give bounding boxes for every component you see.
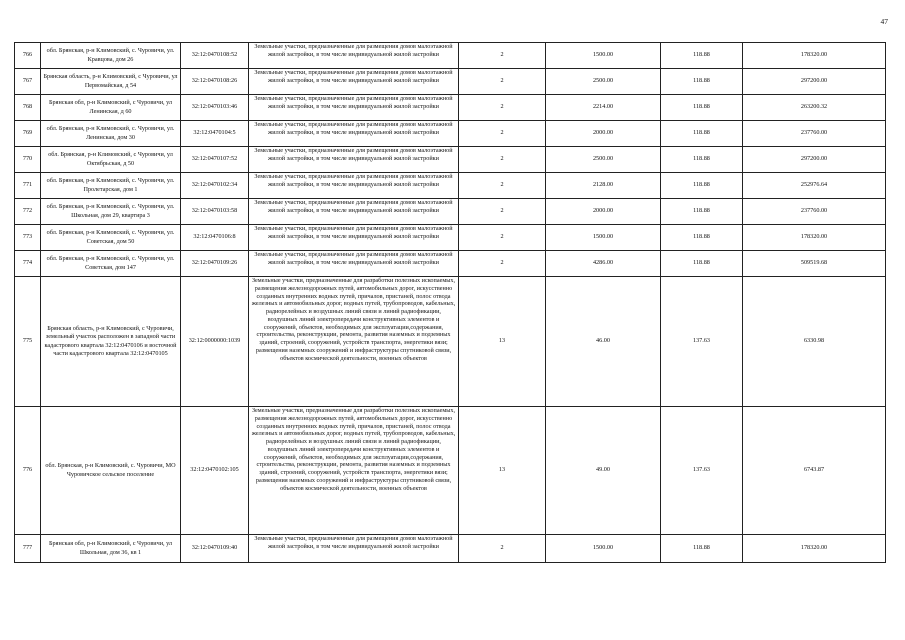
cadastral-value-table xyxy=(14,42,886,563)
table-row xyxy=(15,407,886,535)
land-use-cell: Земельные участки, предназначенные для размещения домов малоэтажной жилой застройки, в том числе индивидуальной жилой застройки xyxy=(249,199,459,225)
table-row xyxy=(15,69,886,95)
row-number: 770 xyxy=(15,147,41,173)
group-cell: 2 xyxy=(459,173,546,199)
cadastral-value-cell: 178320.00 xyxy=(743,225,886,251)
cadastral-value-cell: 237760.00 xyxy=(743,121,886,147)
cadastral-value-cell: 297200.00 xyxy=(743,69,886,95)
group-cell: 2 xyxy=(459,251,546,277)
group-cell: 2 xyxy=(459,147,546,173)
row-number: 776 xyxy=(15,407,41,535)
cadastral-number-cell: 32:12:0470109:40 xyxy=(181,535,249,563)
area-cell: 2214.00 xyxy=(546,95,661,121)
group-cell: 2 xyxy=(459,199,546,225)
area-cell: 46.00 xyxy=(546,277,661,407)
cadastral-value-cell: 509519.68 xyxy=(743,251,886,277)
land-use-cell: Земельные участки, предназначенные для размещения домов малоэтажной жилой застройки, в том числе индивидуальной жилой застройки xyxy=(249,121,459,147)
address-cell: Брянская обл, р-н Климовский, с Чуровичи, ул Школьная, дом 36, кв 1 xyxy=(41,535,181,563)
land-use-cell: Земельные участки, предназначенные для размещения домов малоэтажной жилой застройки, в том числе индивидуальной жилой застройки xyxy=(249,173,459,199)
cadastral-value-cell: 6743.87 xyxy=(743,407,886,535)
row-number: 777 xyxy=(15,535,41,563)
area-cell: 1500.00 xyxy=(546,43,661,69)
table-row xyxy=(15,147,886,173)
land-use-cell: Земельные участки, предназначенные для размещения домов малоэтажной жилой застройки, в том числе индивидуальной жилой застройки xyxy=(249,147,459,173)
row-number: 772 xyxy=(15,199,41,225)
cadastral-number-cell: 32:12:0470109:26 xyxy=(181,251,249,277)
address-cell: Брянская область, р-н Климовский, с Чуровичи, ул Первомайская, д 54 xyxy=(41,69,181,95)
table-row xyxy=(15,535,886,563)
cadastral-number-cell: 32:12:0470102:34 xyxy=(181,173,249,199)
area-cell: 2000.00 xyxy=(546,199,661,225)
group-cell: 2 xyxy=(459,43,546,69)
land-use-cell: Земельные участки, предназначенные для разработки полезных ископаемых, размещения железнодорожных путей, автомобильных дорог, искусственно созданных внутренних водных путей, причалов, пристаней, полос отвода железных и автомобильных дорог, водных путей, трубопроводов, кабельных, радиорелейных и воздушных линий связи и линий радиофикации, воздушных линий электропередачи конструктивных элементов и сооружений, объектов, необходимых для эксплуатации,содержания, строительства, реконструкции, ремонта, развития наземных и подземных зданий, строений, сооружений, устройств транспорта, энергетики вязи; размещения наземных сооружений и инфраструктуры спутниковой связи, объектов космической деятельности, военных объектов xyxy=(249,407,459,535)
row-number: 767 xyxy=(15,69,41,95)
cadastral-number-cell: 32:12:0470103:46 xyxy=(181,95,249,121)
rate-cell: 118.88 xyxy=(661,95,743,121)
group-cell: 2 xyxy=(459,535,546,563)
land-use-cell: Земельные участки, предназначенные для размещения домов малоэтажной жилой застройки, в том числе индивидуальной жилой застройки xyxy=(249,251,459,277)
table-row xyxy=(15,43,886,69)
cadastral-number-cell: 32:12:0470108:26 xyxy=(181,69,249,95)
cadastral-value-cell: 178320.00 xyxy=(743,43,886,69)
group-cell: 2 xyxy=(459,121,546,147)
address-cell: обл. Брянская, р-н Климовский, с. Чуровичи, МО Чуровичское сельское поселение xyxy=(41,407,181,535)
address-cell: обл. Брянская, р-н Климовский, с. Чуровичи, ул. Советская, дом 50 xyxy=(41,225,181,251)
table-row xyxy=(15,251,886,277)
area-cell: 1500.00 xyxy=(546,535,661,563)
cadastral-number-cell: 32:12:0470104:5 xyxy=(181,121,249,147)
page-number: 47 xyxy=(880,17,888,26)
cadastral-value-cell: 178320.00 xyxy=(743,535,886,563)
table-row xyxy=(15,121,886,147)
row-number: 768 xyxy=(15,95,41,121)
rate-cell: 118.88 xyxy=(661,225,743,251)
address-cell: обл. Брянская, р-н Климовский, с. Чуровичи, ул. Школьная, дом 29, квартира 3 xyxy=(41,199,181,225)
group-cell: 2 xyxy=(459,225,546,251)
area-cell: 2000.00 xyxy=(546,121,661,147)
cadastral-number-cell: 32:12:0470108:52 xyxy=(181,43,249,69)
land-use-cell: Земельные участки, предназначенные для размещения домов малоэтажной жилой застройки, в том числе индивидуальной жилой застройки xyxy=(249,95,459,121)
address-cell: обл. Брянская, р-н Климовский, с. Чуровичи, ул. Кравцова, дом 26 xyxy=(41,43,181,69)
cadastral-value-cell: 297200.00 xyxy=(743,147,886,173)
table-row xyxy=(15,225,886,251)
table-row xyxy=(15,277,886,407)
row-number: 769 xyxy=(15,121,41,147)
rate-cell: 118.88 xyxy=(661,147,743,173)
land-use-cell: Земельные участки, предназначенные для размещения домов малоэтажной жилой застройки, в том числе индивидуальной жилой застройки xyxy=(249,43,459,69)
rate-cell: 137.63 xyxy=(661,407,743,535)
area-cell: 4286.00 xyxy=(546,251,661,277)
group-cell: 13 xyxy=(459,277,546,407)
group-cell: 13 xyxy=(459,407,546,535)
cadastral-number-cell: 32:12:0470107:52 xyxy=(181,147,249,173)
address-cell: Брянская область, р-н Климовский, с Чуровичи, земельный участок расположен в западной части кадастрового квартала 32:12:0470106 и восточной части кадастрового квартала 32:12:0470105 xyxy=(41,277,181,407)
cadastral-number-cell: 32:12:0000000:1039 xyxy=(181,277,249,407)
address-cell: обл. Брянская, р-н Климовский, с. Чуровичи, ул. Советская, дом 147 xyxy=(41,251,181,277)
table-row xyxy=(15,173,886,199)
area-cell: 1500.00 xyxy=(546,225,661,251)
table-row xyxy=(15,95,886,121)
cadastral-value-cell: 6330.98 xyxy=(743,277,886,407)
cadastral-number-cell: 32:12:0470102:105 xyxy=(181,407,249,535)
cadastral-number-cell: 32:12:0470103:58 xyxy=(181,199,249,225)
rate-cell: 118.88 xyxy=(661,121,743,147)
address-cell: обл. Брянская, р-н Климовский, с. Чуровичи, ул. Пролетарская, дом 1 xyxy=(41,173,181,199)
rate-cell: 118.88 xyxy=(661,173,743,199)
area-cell: 49.00 xyxy=(546,407,661,535)
row-number: 775 xyxy=(15,277,41,407)
land-use-cell: Земельные участки, предназначенные для размещения домов малоэтажной жилой застройки, в том числе индивидуальной жилой застройки xyxy=(249,225,459,251)
group-cell: 2 xyxy=(459,69,546,95)
cadastral-value-cell: 263200.32 xyxy=(743,95,886,121)
rate-cell: 118.88 xyxy=(661,43,743,69)
area-cell: 2500.00 xyxy=(546,69,661,95)
rate-cell: 118.88 xyxy=(661,69,743,95)
group-cell: 2 xyxy=(459,95,546,121)
address-cell: Брянская обл, р-н Климовский, с Чуровичи, ул Ленинская, д 60 xyxy=(41,95,181,121)
cadastral-value-cell: 237760.00 xyxy=(743,199,886,225)
area-cell: 2500.00 xyxy=(546,147,661,173)
cadastral-value-cell: 252976.64 xyxy=(743,173,886,199)
row-number: 771 xyxy=(15,173,41,199)
address-cell: обл. Брянская, р-н Климовский, с. Чуровичи, ул. Ленинская, дом 30 xyxy=(41,121,181,147)
row-number: 774 xyxy=(15,251,41,277)
rate-cell: 118.88 xyxy=(661,535,743,563)
address-cell: обл. Брянская, р-н Климовский, с Чуровичи, ул Октябрьская, д 50 xyxy=(41,147,181,173)
land-use-cell: Земельные участки, предназначенные для разработки полезных ископаемых, размещения железнодорожных путей, автомобильных дорог, искусственно созданных внутренних водных путей, причалов, пристаней, полос отвода железных и автомобильных дорог, водных путей, трубопроводов, кабельных, радиорелейных и воздушных линий связи и линий радиофикации, воздушных линий электропередачи конструктивных элементов и сооружений, объектов, необходимых для эксплуатации,содержания, строительства, реконструкции, ремонта, развития наземных и подземных зданий, строений, сооружений, устройств транспорта, энергетики вязи; размещения наземных сооружений и инфраструктуры спутниковой связи, объектов космической деятельности, военных объектов xyxy=(249,277,459,407)
rate-cell: 118.88 xyxy=(661,251,743,277)
rate-cell: 137.63 xyxy=(661,277,743,407)
row-number: 766 xyxy=(15,43,41,69)
rate-cell: 118.88 xyxy=(661,199,743,225)
area-cell: 2128.00 xyxy=(546,173,661,199)
land-use-cell: Земельные участки, предназначенные для размещения домов малоэтажной жилой застройки, в том числе индивидуальной жилой застройки xyxy=(249,69,459,95)
land-use-cell: Земельные участки, предназначенные для размещения домов малоэтажной жилой застройки, в том числе индивидуальной жилой застройки xyxy=(249,535,459,563)
table-row xyxy=(15,199,886,225)
cadastral-number-cell: 32:12:0470106:8 xyxy=(181,225,249,251)
row-number: 773 xyxy=(15,225,41,251)
